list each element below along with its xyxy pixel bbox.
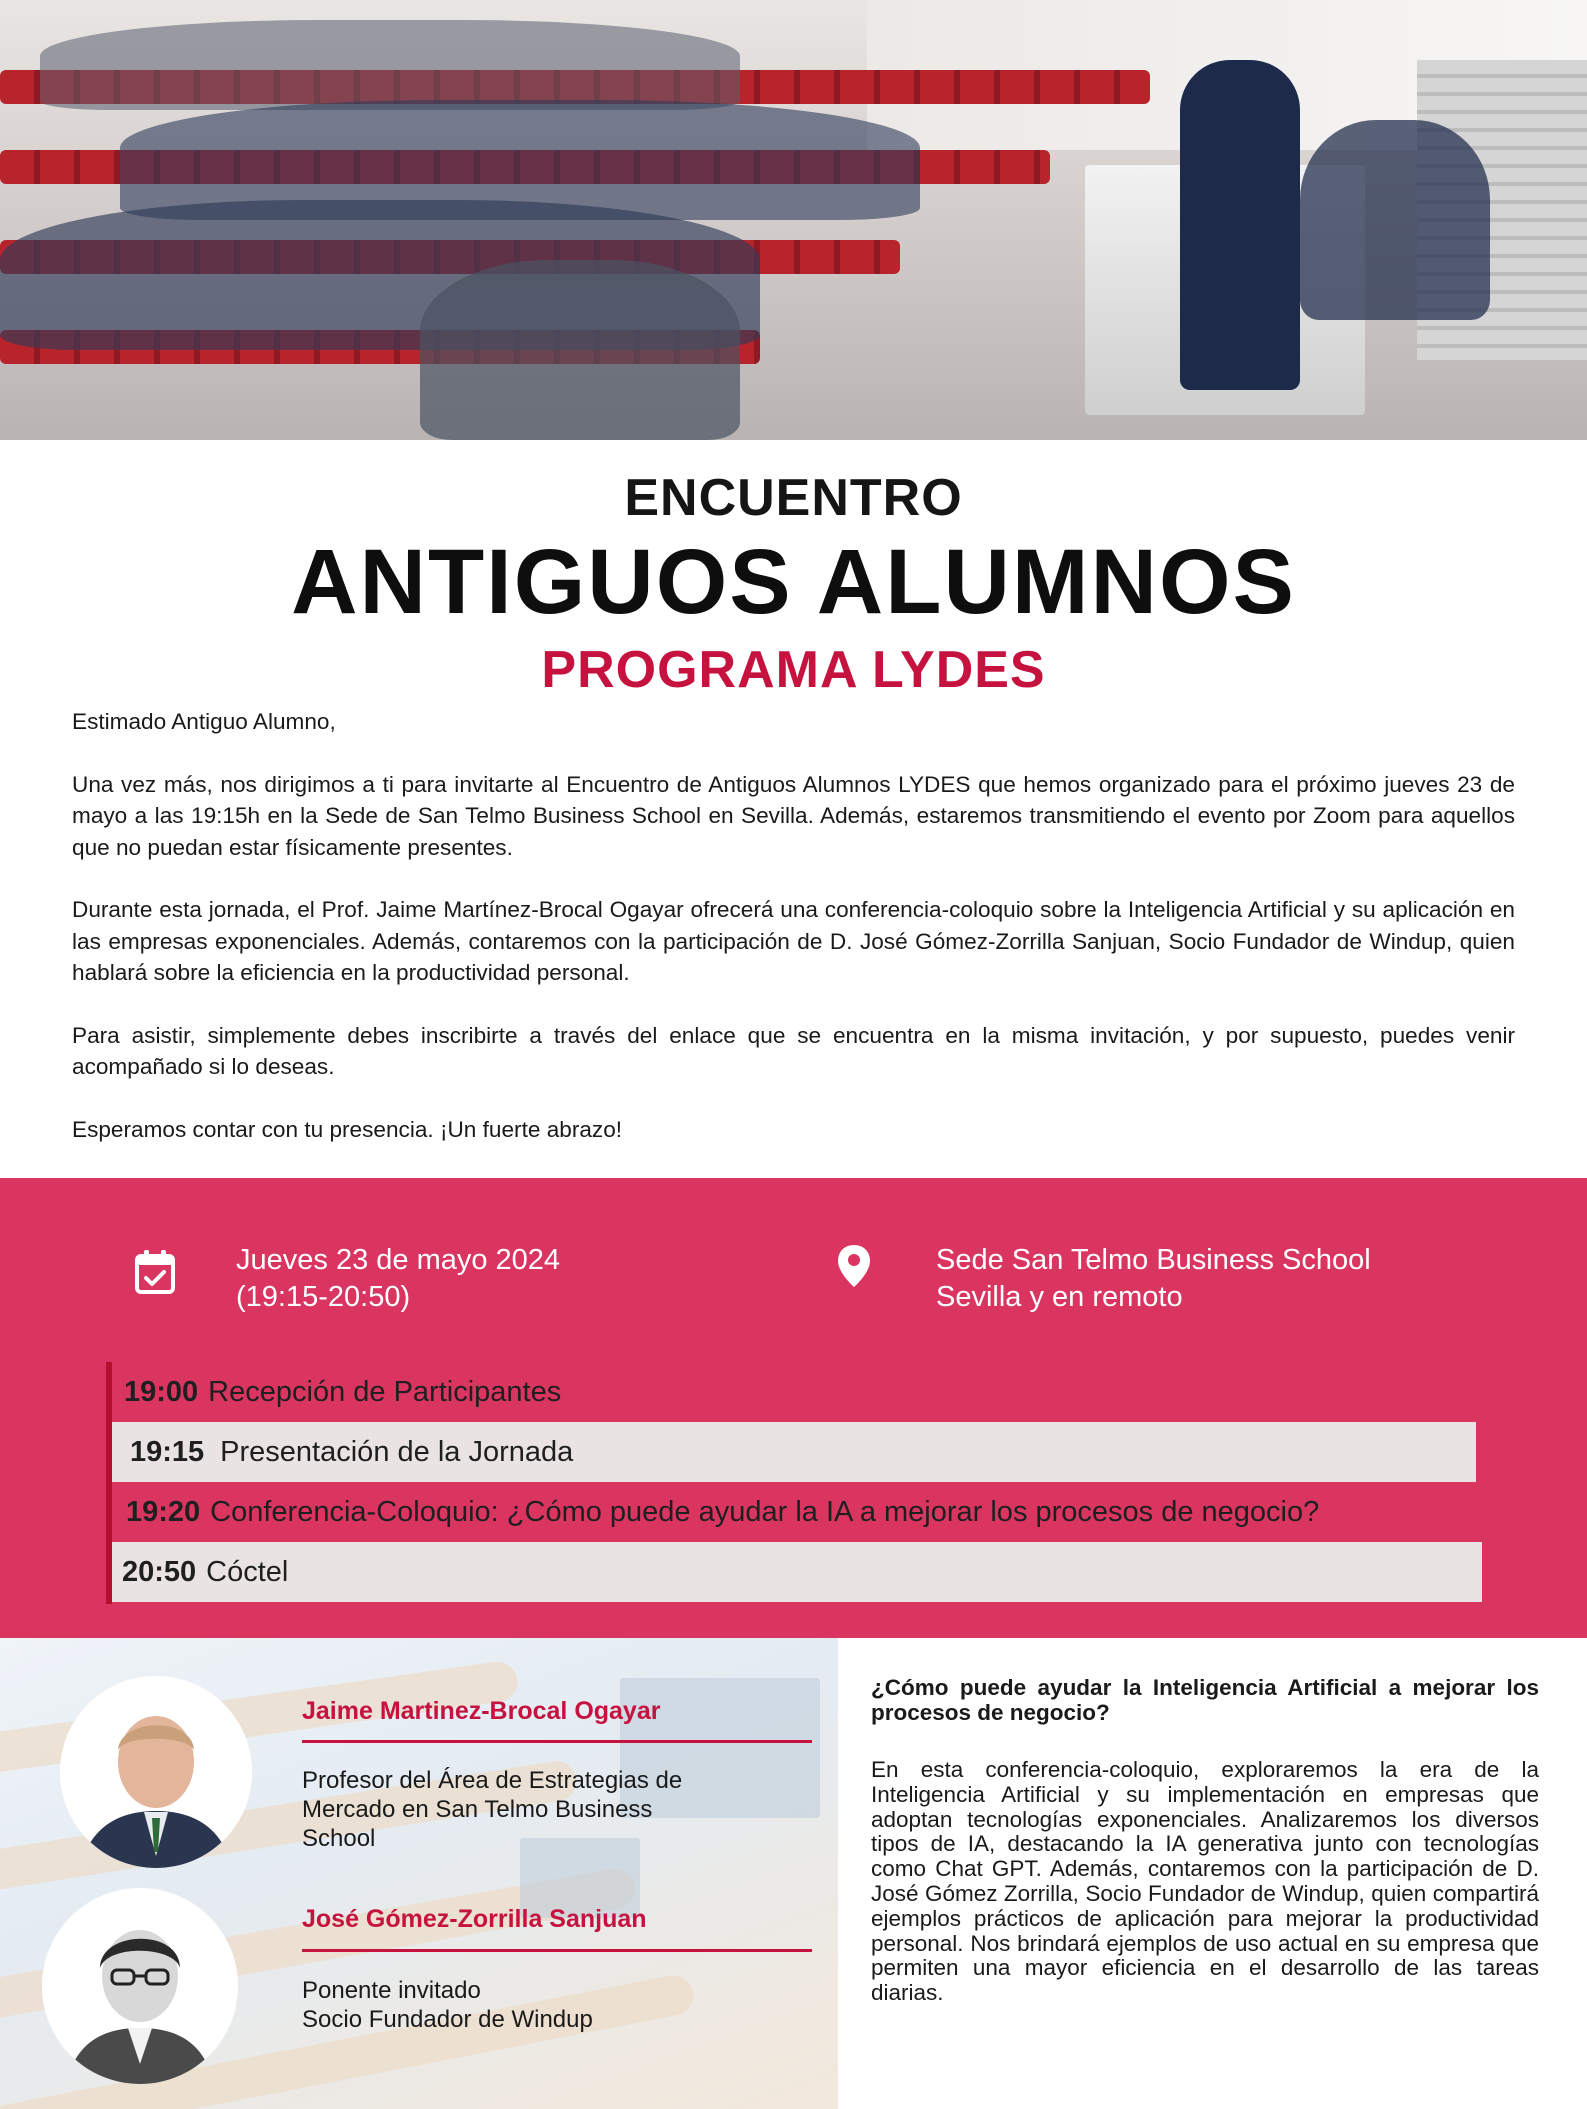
hero-speaker (1180, 60, 1300, 390)
title-programa-lydes: PROGRAMA LYDES (541, 641, 1046, 699)
event-place-line: Sede San Telmo Business School (936, 1244, 1371, 1276)
audience-group (40, 20, 740, 110)
invitation-letter (72, 706, 1515, 1176)
speaker-name: Jaime Martinez-Brocal Ogayar (302, 1697, 661, 1725)
schedule-time: 19:15 (130, 1435, 205, 1468)
speaker-role (302, 1766, 682, 1853)
speaker-avatar (60, 1676, 252, 1868)
speaker-role-line: Mercado en San Telmo Business (302, 1796, 653, 1823)
schedule-desc: Conferencia-Coloquio: ¿Cómo puede ayudar la IA a mejorar los procesos de negocio? (210, 1495, 1320, 1528)
schedule-desc: Recepción de Participantes (208, 1375, 562, 1408)
audience-group (420, 260, 740, 440)
calendar-check-icon (133, 1248, 177, 1301)
letter-closing: Esperamos contar con tu presencia. ¡Un fuerte abrazo! (72, 1116, 623, 1142)
event-date-line: Jueves 23 de mayo 2024 (236, 1244, 561, 1276)
schedule-row (112, 1362, 1484, 1422)
event-place-line: Sevilla y en remoto (936, 1281, 1183, 1313)
schedule-row (112, 1482, 1484, 1542)
talk-question: ¿Cómo puede ayudar la Inteligencia Artificial a mejorar los procesos de negocio? (871, 1675, 1539, 1725)
panel-members (1300, 120, 1490, 320)
schedule-desc: Presentación de la Jornada (220, 1435, 574, 1468)
speaker-role-line: Ponente invitado (302, 1977, 481, 2004)
speaker-role (302, 1976, 593, 2034)
letter-paragraph: Durante esta jornada, el Prof. Jaime Martínez-Brocal Ogayar ofrecerá una conferencia-coloquio sobre la Inteligencia Artificial y su aplicación en las empresas exponenciales. Además, contaremos con la participación de D. José Gómez-Zorrilla Sanjuan, Socio Fundador de Windup, quien hablará sobre la eficiencia en la productividad personal. (72, 897, 1515, 985)
event-time-line: (19:15-20:50) (236, 1281, 411, 1313)
schedule-row (112, 1542, 1482, 1602)
hero-photo (0, 0, 1587, 440)
speaker-divider (302, 1740, 812, 1743)
speaker-role-line: Profesor del Área de Estrategias de (302, 1767, 683, 1794)
letter-paragraph: Una vez más, nos dirigimos a ti para invitarte al Encuentro de Antiguos Alumnos LYDES que hemos organizado para el próximo jueves 23 de mayo a las 19:15h en la Sede de San Telmo Business School en Sevilla. Además, estaremos transmitiendo el evento por Zoom para aquellos que no puedan estar físicamente presentes. (72, 771, 1515, 860)
event-place (936, 1242, 1371, 1316)
schedule-time: 19:00 (124, 1375, 199, 1408)
schedule-time: 20:50 (122, 1555, 197, 1588)
speaker-divider (302, 1949, 812, 1952)
speaker-role-line: Socio Fundador de Windup (302, 2006, 593, 2033)
schedule-row (112, 1422, 1476, 1482)
schedule-time: 19:20 (126, 1495, 201, 1528)
event-date (236, 1242, 560, 1316)
talk-description: En esta conferencia-coloquio, exploraremos la era de la Inteligencia Artificial y su implementación en empresas que adoptan tecnologías exponenciales. Analizaremos los diversos tipos de IA, destacando la IA generativa junto con tecnologías como Chat GPT. Además, contaremos con la participación de D. José Gómez Zorrilla, Socio Fundador de Windup, quien compartirá ejemplos prácticos de aplicación para mejorar la productividad personal. Nos brindará ejemplos de uso actual en su empresa que permiten una mayor eficiencia en el desarrollo de las tareas diarias. (871, 1757, 1539, 2006)
map-pin-icon (836, 1243, 872, 1294)
schedule-desc: Cóctel (206, 1555, 289, 1588)
speaker-name: José Gómez-Zorrilla Sanjuan (302, 1905, 647, 1933)
letter-greeting: Estimado Antiguo Alumno, (72, 709, 336, 734)
title-encuentro: ENCUENTRO (624, 469, 963, 527)
letter-paragraph: Para asistir, simplemente debes inscribirte a través del enlace que se encuentra en la misma invitación, y por supuesto, puedes venir acompañado si lo deseas. (72, 1022, 1515, 1079)
speaker-avatar (42, 1888, 238, 2084)
title-antiguos-alumnos: ANTIGUOS ALUMNOS (291, 531, 1296, 633)
speaker-role-line: School (302, 1825, 376, 1852)
